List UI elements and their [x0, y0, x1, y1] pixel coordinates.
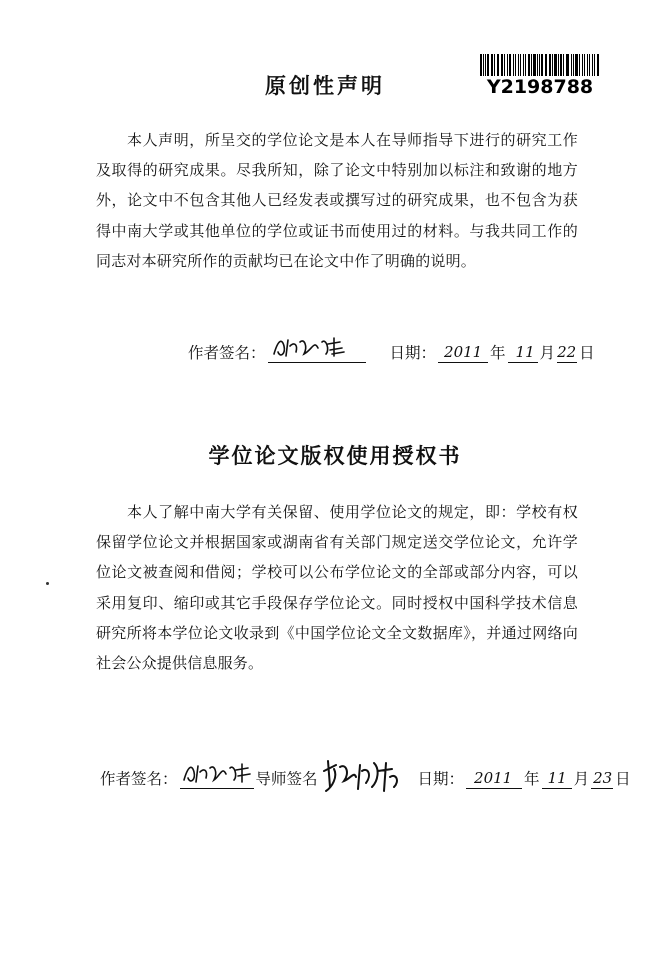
- authorization-signature-line: [100, 764, 631, 789]
- declaration-title: 原创性声明: [265, 74, 385, 98]
- authorization-day-field: 23: [591, 764, 613, 789]
- authorization-year-label: 年: [524, 770, 540, 788]
- authorization-body: 本人了解中南大学有关保留、使用学位论文的规定，即：学校有权保留学位论文并根据国家或湖南省有关部门规定送交学位论文，允许学位论文被查阅和借阅；学校可以公布学位论文的全部或部分内容，可以采用复印、缩印或其它手段保存学位论文。同时授权中国科学技术信息研究所将本学位论文收录到《中国学位论文全文数据库》，并通过网络向社会公众提供信息服务。: [96, 503, 578, 673]
- barcode-number: Y2198788: [486, 76, 594, 98]
- declaration-month-field: 11: [508, 338, 538, 363]
- authorization-year-field: 2011: [466, 764, 522, 789]
- declaration-author-signature: [268, 338, 366, 363]
- authorization-day-label: 日: [615, 770, 631, 788]
- authorization-month-label: 月: [573, 770, 590, 788]
- declaration-signature-line: [188, 338, 595, 363]
- declaration-month-label: 月: [539, 344, 556, 362]
- scan-speck: [46, 582, 49, 585]
- declaration-date-label: 日期：: [389, 344, 437, 362]
- authorization-advisor-label: 导师签名: [255, 770, 318, 788]
- declaration-day-field: 22: [557, 338, 577, 363]
- authorization-date-label: 日期：: [417, 770, 465, 788]
- declaration-day-label: 日: [579, 344, 595, 362]
- declaration-body: 本人声明，所呈交的学位论文是本人在导师指导下进行的研究工作及取得的研究成果。尽我所知，除了论文中特别加以标注和致谢的地方外，论文中不包含其他人已经发表或撰写过的研究成果，也不包含为获得中南大学或其他单位的学位或证书而使用过的材料。与我共同工作的同志对本研究所作的贡献均已在论文中作了明确的说明。: [96, 131, 578, 270]
- authorization-title: 学位论文版权使用授权书: [208, 444, 462, 468]
- authorization-month-field: 11: [542, 764, 572, 789]
- declaration-year-label: 年: [490, 344, 506, 362]
- authorization-author-label: 作者签名：: [100, 770, 178, 788]
- authorization-author-signature: [180, 764, 254, 789]
- declaration-author-label: 作者签名：: [188, 344, 266, 362]
- authorization-advisor-signature: [320, 765, 416, 789]
- declaration-year-field: 2011: [438, 338, 488, 363]
